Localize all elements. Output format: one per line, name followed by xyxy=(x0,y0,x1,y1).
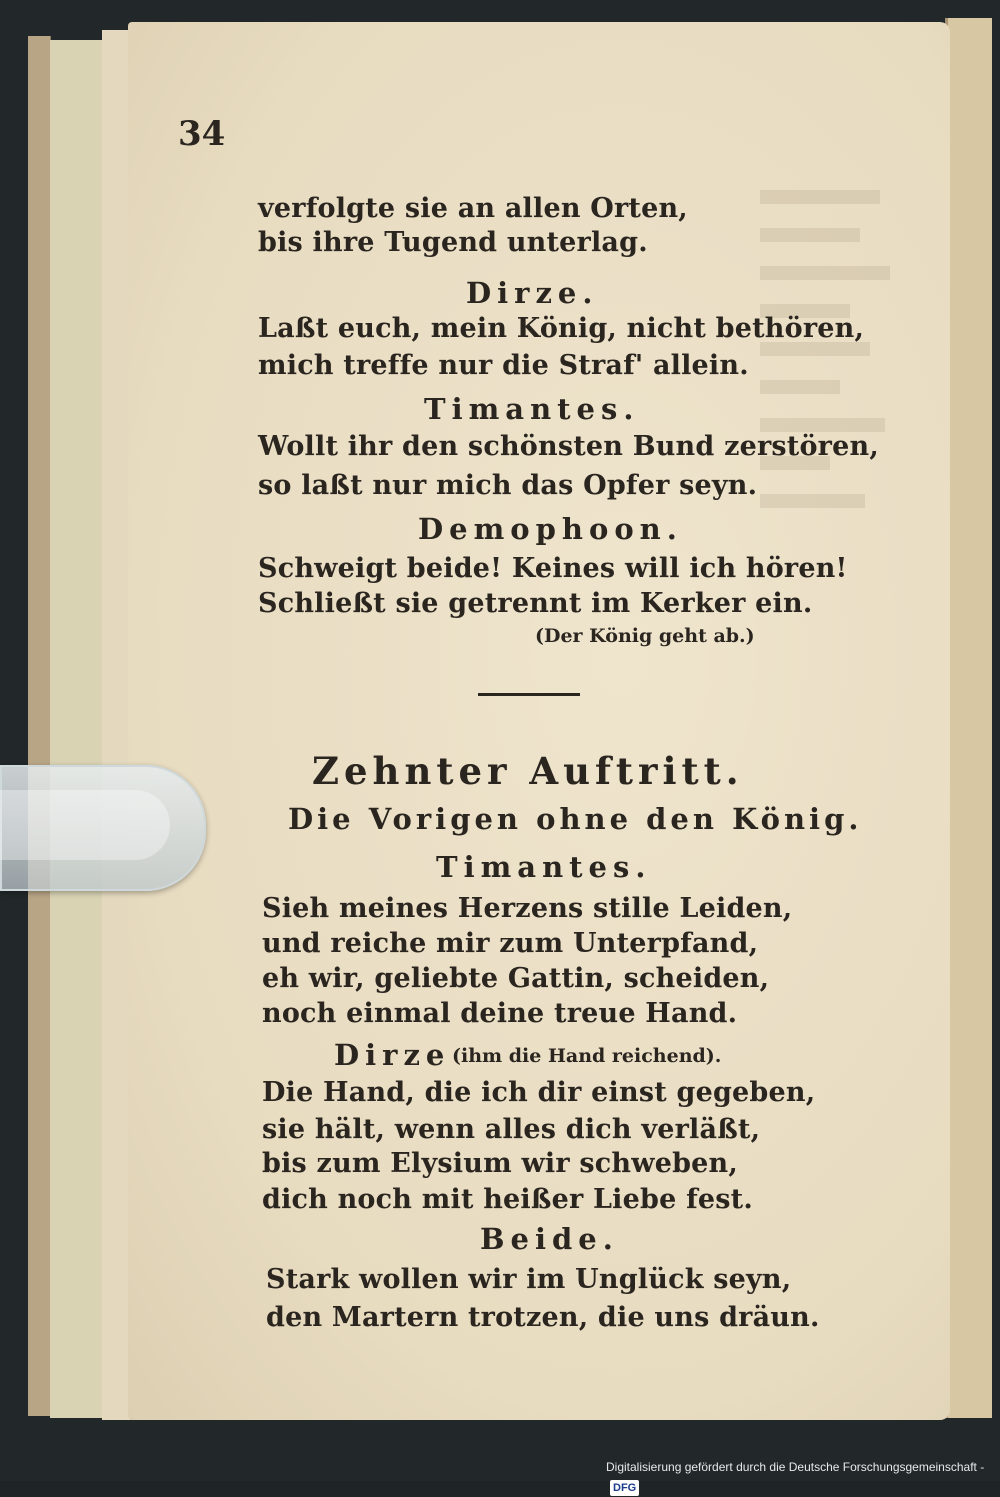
speaker-name: Beide. xyxy=(480,1222,619,1256)
scene-subtitle: Die Vorigen ohne den König. xyxy=(288,802,863,836)
page-number: 34 xyxy=(178,114,226,154)
verse-line: und reiche mir zum Unterpfand, xyxy=(262,928,759,959)
verse-line: noch einmal deine treue Hand. xyxy=(262,998,738,1029)
verse-line: Laßt euch, mein König, nicht bethören, xyxy=(258,313,865,344)
verse-line: Stark wollen wir im Unglück seyn, xyxy=(266,1264,792,1295)
verse-line: dich noch mit heißer Liebe fest. xyxy=(262,1184,753,1215)
speaker-name: Dirze. xyxy=(466,276,599,310)
section-divider xyxy=(478,693,580,696)
verse-line: Die Hand, die ich dir einst gegeben, xyxy=(262,1077,816,1108)
speaker-name: Dirze xyxy=(334,1038,451,1072)
page-stack-edge-inner xyxy=(102,30,131,1420)
verse-line: eh wir, geliebte Gattin, scheiden, xyxy=(262,963,770,994)
verse-line: so laßt nur mich das Opfer seyn. xyxy=(258,470,758,501)
speaker-name: Timantes. xyxy=(424,392,640,426)
verse-line: sie hält, wenn alles dich verläßt, xyxy=(262,1114,761,1145)
book-cover-edge xyxy=(28,36,51,1416)
dfg-logo: DFG xyxy=(610,1480,639,1496)
verse-line: den Martern trotzen, die uns dräun. xyxy=(266,1302,820,1333)
page-stack-edge xyxy=(50,40,104,1418)
verse-line: Wollt ihr den schönsten Bund zerstören, xyxy=(258,431,879,462)
facing-page-edge xyxy=(945,18,992,1418)
stage-direction: (ihm die Hand reichend). xyxy=(452,1045,722,1067)
speaker-name: Demophoon. xyxy=(418,512,683,546)
bleed-through-text xyxy=(760,190,900,1340)
stage-direction: (Der König geht ab.) xyxy=(535,625,755,647)
footer-credit xyxy=(606,1457,998,1494)
footer-text: Digitalisierung gefördert durch die Deutsche Forschungsgemeinschaft - xyxy=(606,1460,985,1474)
verse-line: Schweigt beide! Keines will ich hören! xyxy=(258,553,848,584)
page-clip-highlight xyxy=(0,790,170,860)
speaker-name: Timantes. xyxy=(436,850,652,884)
scene-title: Zehnter Auftritt. xyxy=(312,749,744,793)
verse-line: bis ihre Tugend unterlag. xyxy=(258,227,648,258)
verse-line: Sieh meines Herzens stille Leiden, xyxy=(262,893,793,924)
verse-line: mich treffe nur die Straf' allein. xyxy=(258,350,749,381)
verse-line: Schließt sie getrennt im Kerker ein. xyxy=(258,588,813,619)
verse-line: bis zum Elysium wir schweben, xyxy=(262,1148,738,1179)
verse-line: verfolgte sie an allen Orten, xyxy=(258,193,688,224)
